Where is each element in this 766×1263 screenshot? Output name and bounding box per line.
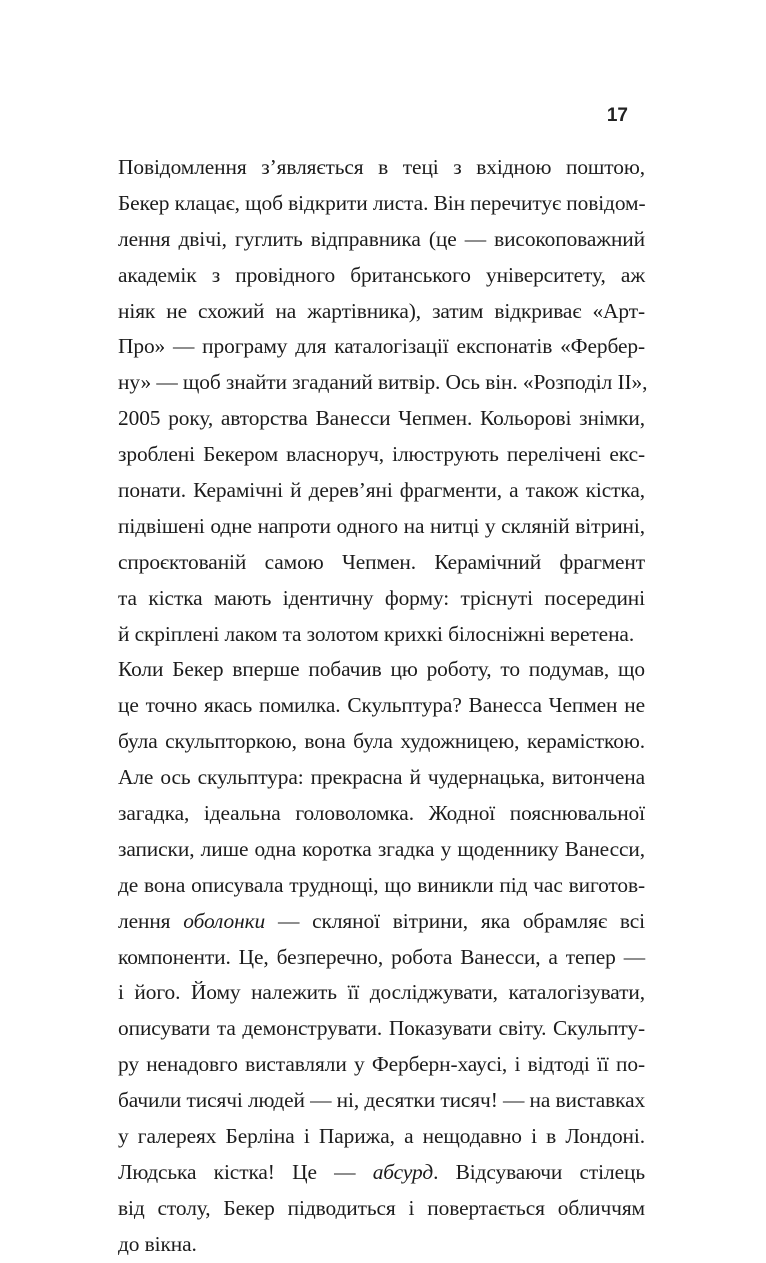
text-run: від столу, Бекер підводиться і повертається обличчям xyxy=(118,1195,645,1220)
text-run: Про» — програму для каталогізації експонатів «Фербер- xyxy=(118,334,645,359)
text-run: 2005 року, авторства Ванесси Чепмен. Кольорові знімки, xyxy=(118,406,645,431)
page-number: 17 xyxy=(606,105,628,126)
text-line xyxy=(118,258,645,294)
text-line xyxy=(118,1155,645,1191)
text-line xyxy=(118,150,645,186)
text-line xyxy=(118,401,645,437)
text-run: це точно якась помилка. Скульптура? Ванесса Чепмен не xyxy=(118,693,645,718)
text-line xyxy=(118,545,645,581)
text-run: Бекер клацає, щоб відкрити листа. Він перечитує повідом- xyxy=(118,190,646,215)
text-run: Але ось скульптура: прекрасна й чудернацька, витончена xyxy=(118,765,645,790)
italic-text: абсурд xyxy=(372,1159,434,1184)
text-run: ну» — щоб знайти згаданий витвір. Ось він. «Розподіл ІІ», xyxy=(118,370,648,395)
text-line xyxy=(118,509,645,545)
text-line xyxy=(118,975,645,1011)
text-line xyxy=(118,222,645,258)
text-line xyxy=(118,688,645,724)
text-run: Коли Бекер вперше побачив цю роботу, то подумав, що xyxy=(118,657,645,682)
text-line xyxy=(118,437,645,473)
text-run: записки, лише одна коротка згадка у щоденнику Ванесси, xyxy=(118,836,645,861)
text-run: зроблені Бекером власноруч, ілюструють перелічені екс- xyxy=(118,442,645,467)
text-run: описувати та демонструвати. Показувати світу. Скульпту- xyxy=(118,1016,645,1041)
text-line xyxy=(118,724,645,760)
text-line xyxy=(118,365,648,401)
text-line xyxy=(118,186,645,222)
text-run: де вона описувала труднощі, що виникли під час виготов- xyxy=(118,872,645,897)
text-line xyxy=(118,652,645,688)
text-run: понати. Керамічні й дерев’яні фрагменти, а також кістка, xyxy=(118,478,645,503)
text-line xyxy=(118,832,645,868)
text-run: бачили тисячі людей — ні, десятки тисяч! — на виставках xyxy=(118,1088,646,1113)
text-line xyxy=(118,294,645,330)
text-run: була скульпторкою, вона була художницею, керамісткою. xyxy=(118,729,645,754)
text-run: ру ненадовго виставляли у Ферберн-хаусі, і відтоді її по- xyxy=(118,1052,645,1077)
text-run: компоненти. Це, безперечно, робота Ванесси, а тепер — xyxy=(118,944,645,969)
text-line xyxy=(118,329,645,365)
text-run: — скляної вітрини, яка обрамляє всі xyxy=(265,908,645,933)
italic-text: оболонки xyxy=(183,908,266,933)
text-run: та кістка мають ідентичну форму: тріснуті посередині xyxy=(118,585,645,610)
text-line xyxy=(118,868,645,904)
text-line xyxy=(118,617,645,653)
text-run: ніяк не схожий на жартівника), затим відкриває «Арт- xyxy=(118,298,645,323)
text-line xyxy=(118,904,645,940)
text-line xyxy=(118,760,645,796)
text-line xyxy=(118,1191,645,1227)
text-run: й скріплені лаком та золотом крихкі білосніжні веретена. xyxy=(118,621,635,646)
text-run: у галереях Берліна і Парижа, а нещодавно і в Лондоні. xyxy=(118,1124,645,1149)
text-line xyxy=(118,940,645,976)
text-run: лення xyxy=(118,908,184,933)
text-line xyxy=(118,1047,645,1083)
text-run: Повідомлення з’являється в теці з вхідною поштою, xyxy=(118,155,645,179)
text-run: академік з провідного британського університету, аж xyxy=(118,262,645,287)
text-line xyxy=(118,1011,645,1047)
text-line xyxy=(118,1083,645,1119)
text-line xyxy=(118,473,645,509)
text-run: Людська кістка! Це — xyxy=(118,1159,373,1184)
body-text xyxy=(118,150,648,1263)
text-run: . Відсуваючи стілець xyxy=(433,1159,645,1184)
text-run: лення двічі, гуглить відправника (це — високоповажний xyxy=(118,226,645,251)
text-line xyxy=(118,1227,645,1263)
text-run: спроєктованій самою Чепмен. Керамічний фрагмент xyxy=(118,549,645,574)
text-line xyxy=(118,581,645,617)
text-line xyxy=(118,1119,645,1155)
text-line xyxy=(118,796,645,832)
text-run: і його. Йому належить її досліджувати, каталогізувати, xyxy=(118,980,645,1005)
text-run: підвішені одне напроти одного на нитці у скляній вітрині, xyxy=(118,513,645,538)
text-run: загадка, ідеальна головоломка. Жодної пояснювальної xyxy=(118,801,645,826)
text-run: до вікна. xyxy=(118,1231,197,1256)
